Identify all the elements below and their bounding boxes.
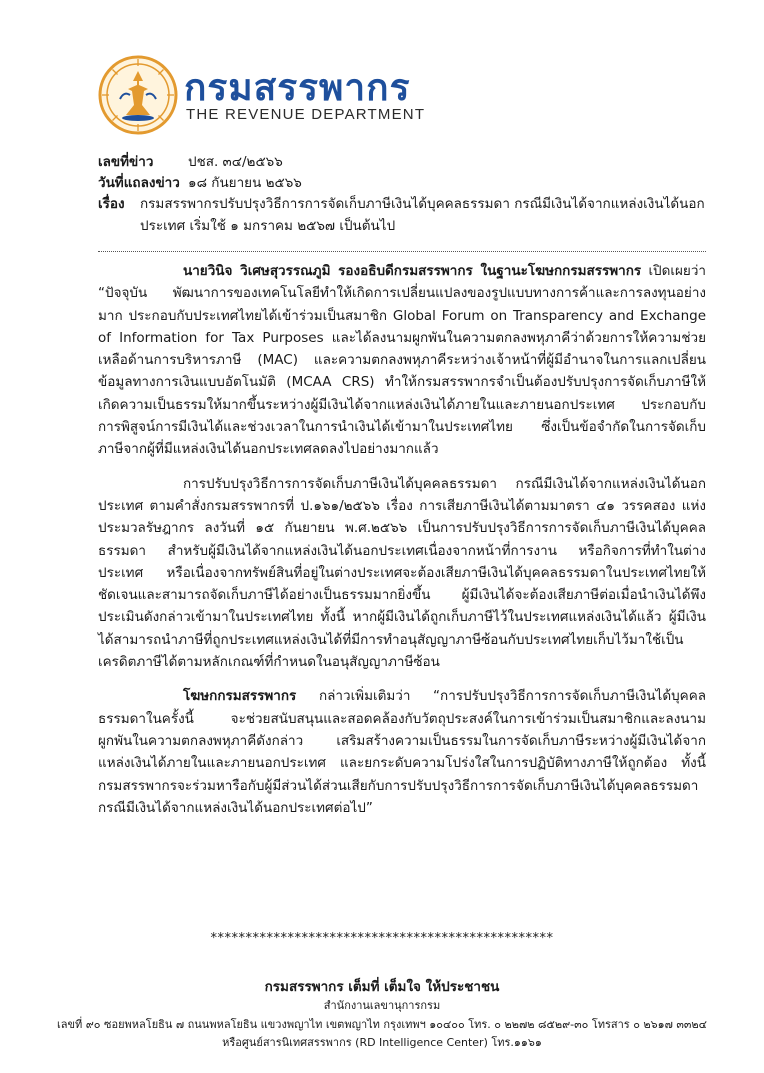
subject-label: เรื่อง (98, 196, 125, 212)
press-release-body (98, 260, 706, 831)
news-number-value: ปชส. ๓๔/๒๕๖๖ (188, 154, 283, 170)
press-date-row (98, 171, 302, 193)
speaker-name: นายวินิจ วิเศษสุวรรณภูมิ รองอธิบดีกรมสรรพากร ในฐานะโฆษกกรมสรรพากร (183, 263, 642, 279)
paragraph-2: การปรับปรุงวิธีการการจัดเก็บภาษีเงินได้บุคคลธรรมดา กรณีมีเงินได้จากแหล่งเงินได้นอกประเทศ ตามคำสั่งกรมสรรพากรที่ ป.๑๖๑/๒๕๖๖ เรื่อง การเสียภาษีเงินได้ตามมาตรา ๔๑ วรรคสอง แห่งประมวลรัษฎากร ลงวันที่ ๑๕ กันยายน พ.ศ.๒๕๖๖ เป็นการปรับปรุงวิธีการการจัดเก็บภาษีเงินได้บุคคลธรรมดา สำหรับผู้มีเงินได้จากแหล่งเงินได้นอกประเทศเนื่องจากหน้าที่การงาน หรือกิจการที่ทำในต่างประเทศ หรือเนื่องจากทรัพย์สินที่อยู่ในต่างประเทศจะต้องเสียภาษีเงินได้บุคคลธรรมดาในประเทศไทยให้ชัดเจนและสามารถจัดเก็บภาษีได้อย่างเป็นธรรมมากยิ่งขึ้น ผู้มีเงินได้จะต้องเสียภาษีต่อเมื่อนำเงินได้พึงประเมินดังกล่าวเข้ามาในประเทศไทย ทั้งนี้ หากผู้มีเงินได้ถูกเก็บภาษีไว้ในประเทศแหล่งเงินได้แล้ว ผู้มีเงินได้สามารถนำภาษีที่ถูกประเทศแหล่งเงินได้ที่มีการทำอนุสัญญาภาษีซ้อนกับประเทศไทยเก็บไว้มาใช้เป็นเครดิตภาษีได้ตามหลักเกณฑ์ที่กำหนดในอนุสัญญาภาษีซ้อน (98, 475, 706, 671)
subject-row (98, 193, 708, 237)
brand-name-english: THE REVENUE DEPARTMENT (186, 106, 426, 123)
asterisk-separator: ************************************************* (210, 931, 554, 946)
paragraph-3 (98, 685, 706, 819)
dotted-divider (98, 251, 706, 252)
news-number-label: เลขที่ข่าว (98, 154, 154, 170)
revenue-department-seal-icon (98, 55, 178, 135)
subject-value: กรมสรรพากรปรับปรุงวิธีการการจัดเก็บภาษีเงินได้บุคคลธรรมดา กรณีมีเงินได้จากแหล่งเงินได้นอกประเทศ เริ่มใช้ ๑ มกราคม ๒๕๖๗ เป็นต้นไป (140, 196, 705, 234)
footer-slogan: กรมสรรพากร เต็มที่ เต็มใจ ให้ประชาชน (264, 979, 500, 995)
paragraph-1 (98, 260, 706, 461)
press-date-value: ๑๘ กันยายน ๒๕๖๖ (188, 175, 302, 191)
footer-address: เลขที่ ๙๐ ซอยพหลโยธิน ๗ ถนนพหลโยธิน แขวงพญาไท เขตพญาไท กรุงเทพฯ ๑๐๔๐๐ โทร. ๐ ๒๒๗๒ ๘๕๒๙-๓๐ โทรสาร ๐ ๒๖๑๗ ๓๓๒๔ (56, 1018, 707, 1031)
brand-name-thai: กรมสรรพากร (184, 66, 411, 109)
spokesperson-label: โฆษกกรมสรรพากร (183, 688, 297, 705)
paragraph-1-text: เปิดเผยว่า “ปัจจุบัน พัฒนาการของเทคโนโลยีทำให้เกิดการเปลี่ยนแปลงของรูปแบบทางการค้าและการลงทุนอย่างมาก ประกอบกับประเทศไทยได้เข้าร่วมเป็นสมาชิก Global Forum on Transparency and Exchange of Information for Tax Purposes และได้ลงนามผูกพันในความตกลงพหุภาคีว่าด้วยการให้ความช่วยเหลือด้านการบริหารภาษี (MAC) และความตกลงพหุภาคีระหว่างเจ้าหน้าที่ผู้มีอำนาจในการแลกเปลี่ยนข้อมูลทางการเงินแบบอัตโนมัติ (MCAA CRS) ทำให้กรมสรรพากรจำเป็นต้องปรับปรุงการจัดเก็บภาษีให้เกิดความเป็นธรรมให้มากขึ้นระหว่างผู้มีเงินได้จากแหล่งเงินได้ภายในและภายนอกประเทศ ประกอบกับการพิสูจน์การมีเงินได้และช่วงเวลาในการนำเงินได้เข้ามาในประเทศไทย ซึ่งเป็นข้อจำกัดในการจัดเก็บภาษีจากผู้ที่มีแหล่งเงินได้นอกประเทศลดลงไปอย่างมากแล้ว (98, 263, 706, 458)
press-date-label: วันที่แถลงข่าว (98, 175, 180, 191)
paragraph-3-text: กล่าวเพิ่มเติมว่า “การปรับปรุงวิธีการการจัดเก็บภาษีเงินได้บุคคลธรรมดาในครั้งนี้ จะช่วยสนับสนุนและสอดคล้องกับวัตถุประสงค์ในการเข้าร่วมเป็นสมาชิกและลงนามผูกพันในความตกลงพหุภาคีดังกล่าว เสริมสร้างความเป็นธรรมในการจัดเก็บภาษีระหว่างผู้มีเงินได้จากแหล่งเงินได้ภายในและภายนอกประเทศ และยกระดับความโปร่งใสในการปฏิบัติทางภาษีให้ถูกต้อง ทั้งนี้ กรมสรรพากรจะร่วมหารือกับผู้มีส่วนได้ส่วนเสียกับการปรับปรุงวิธีการการจัดเก็บภาษีเงินได้บุคคลธรรมดา กรณีมีเงินได้จากแหล่งเงินได้นอกประเทศต่อไป” (98, 688, 706, 816)
news-number-row (98, 150, 283, 172)
footer-office: สำนักงานเลขานุการกรม (323, 999, 441, 1012)
footer-contact: หรือศูนย์สารนิเทศสรรพากร (RD Intelligence Center) โทร.๑๑๖๑ (222, 1036, 542, 1049)
